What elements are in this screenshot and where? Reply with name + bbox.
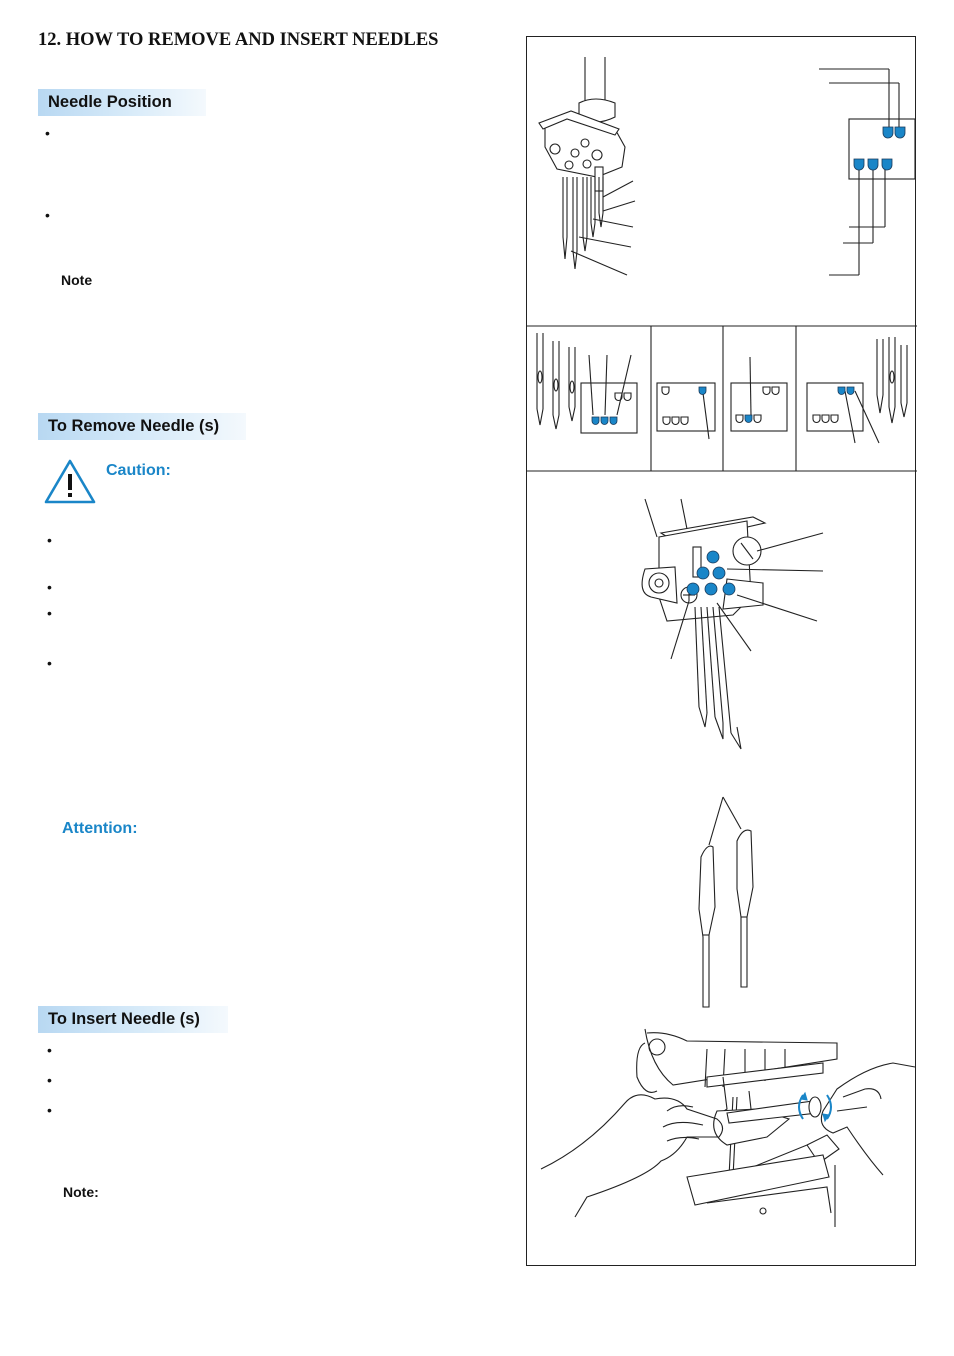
note-label: Note xyxy=(61,272,93,288)
needle-insertion-drawing xyxy=(541,1029,915,1227)
section-header-insert-needles: To Insert Needle (s) xyxy=(38,1006,228,1033)
configuration-panels xyxy=(527,326,917,471)
caution-label: Caution: xyxy=(106,462,171,479)
needle-flat-side-drawing xyxy=(699,797,753,1007)
bullet-marker: • xyxy=(47,1072,52,1088)
needle-bar-drawing xyxy=(539,57,635,275)
note-label: Note: xyxy=(63,1184,99,1200)
bullet-marker: • xyxy=(47,605,52,621)
attention-label: Attention: xyxy=(62,820,138,837)
bullet-marker: • xyxy=(47,1102,52,1118)
bullet-marker: • xyxy=(47,532,52,548)
needle-position-chart xyxy=(819,69,915,275)
page-title: 12. HOW TO REMOVE AND INSERT NEEDLES xyxy=(38,30,439,50)
bullet-marker: • xyxy=(45,125,50,141)
bullet-marker: • xyxy=(47,1042,52,1058)
needle-clamp-closeup xyxy=(642,499,823,749)
bullet-marker: • xyxy=(47,579,52,595)
needle-illustrations xyxy=(527,37,917,1267)
section-header-remove-needles: To Remove Needle (s) xyxy=(38,413,246,440)
section-header-needle-position: Needle Position xyxy=(38,89,206,116)
bullet-marker: • xyxy=(47,655,52,671)
bullet-marker: • xyxy=(45,207,50,223)
warning-triangle-icon xyxy=(44,458,104,508)
figure-panel xyxy=(526,36,916,1266)
